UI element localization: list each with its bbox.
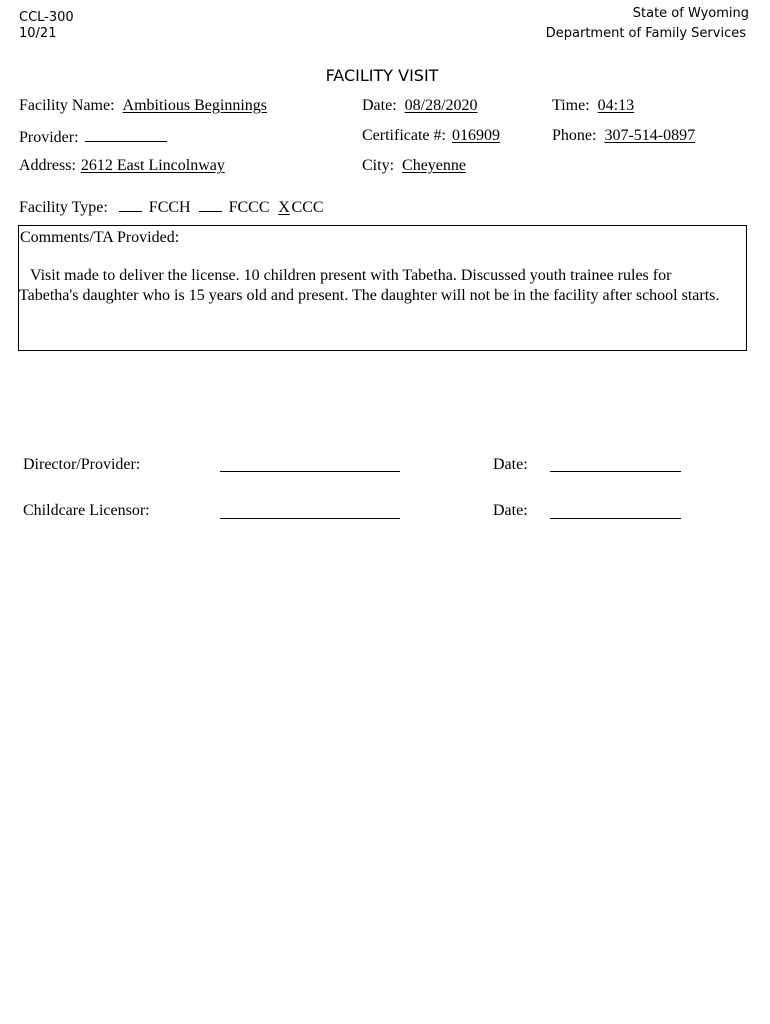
licensor-date-line xyxy=(550,518,681,519)
agency-state: State of Wyoming xyxy=(632,6,749,21)
director-provider-label: Director/Provider: xyxy=(23,456,141,473)
form-code: CCL-300 xyxy=(19,10,74,25)
agency-department: Department of Family Services xyxy=(545,26,746,41)
phone-value: 307-514-0897 xyxy=(604,127,696,144)
facility-type-label: Facility Type: xyxy=(19,199,108,216)
address-value: 2612 East Lincolnway xyxy=(80,157,225,174)
provider-value xyxy=(85,126,167,142)
city-label: City: xyxy=(362,157,395,174)
time-label: Time: xyxy=(552,97,590,114)
certificate-field xyxy=(362,126,500,146)
form-revision-date: 10/21 xyxy=(19,26,57,41)
comments-text-line-1: Visit made to deliver the license. 10 children present with Tabetha. Discussed youth trainee rules for xyxy=(30,267,672,284)
facility-type-field xyxy=(19,196,324,218)
director-signature-line xyxy=(220,471,400,472)
fcch-mark xyxy=(119,196,142,212)
fccc-mark xyxy=(199,196,222,212)
comments-label: Comments/TA Provided: xyxy=(20,229,180,246)
comments-text-line-2: Tabetha's daughter who is 15 years old and present. The daughter will not be in the facility after school starts. xyxy=(19,287,720,304)
city-field xyxy=(362,156,466,176)
form-title: FACILITY VISIT xyxy=(325,66,439,85)
time-value: 04:13 xyxy=(597,97,635,114)
comments-box xyxy=(18,225,747,351)
facility-name-field xyxy=(19,96,267,116)
fccc-option: FCCC xyxy=(228,199,270,216)
facility-name-label: Facility Name: xyxy=(19,97,115,114)
licensor-signature-line xyxy=(220,518,400,519)
time-field xyxy=(552,96,634,116)
certificate-value: 016909 xyxy=(451,127,500,144)
address-field xyxy=(19,156,225,176)
licensor-date-label: Date: xyxy=(493,502,528,519)
director-date-label: Date: xyxy=(493,456,528,473)
director-date-line xyxy=(550,471,681,472)
date-label: Date: xyxy=(362,97,397,114)
phone-field xyxy=(552,126,695,146)
date-field xyxy=(362,96,478,116)
ccc-mark: X xyxy=(278,199,290,216)
provider-label: Provider: xyxy=(19,129,79,146)
address-label: Address: xyxy=(19,157,76,174)
phone-label: Phone: xyxy=(552,127,597,144)
city-value: Cheyenne xyxy=(402,157,466,174)
certificate-label: Certificate #: xyxy=(362,127,446,144)
ccc-option: CCC xyxy=(291,199,324,216)
facility-name-value: Ambitious Beginnings xyxy=(122,97,267,114)
date-value: 08/28/2020 xyxy=(404,97,478,114)
provider-field xyxy=(19,126,167,148)
childcare-licensor-label: Childcare Licensor: xyxy=(23,502,150,519)
fcch-option: FCCH xyxy=(148,199,191,216)
